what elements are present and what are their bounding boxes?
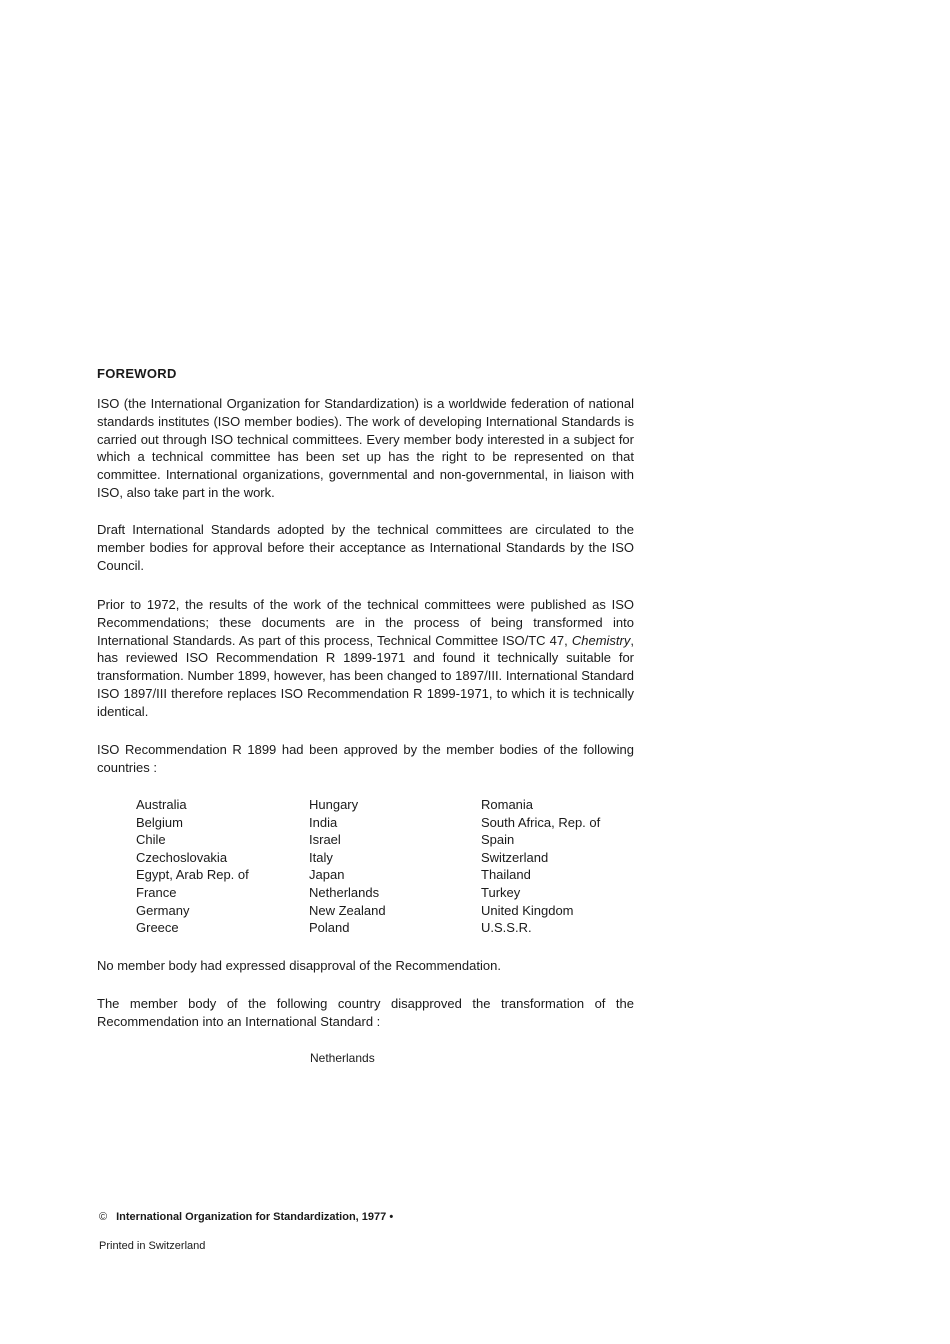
country-item: Poland xyxy=(309,920,350,936)
paragraph-3-text-end: , has reviewed ISO Recommendation R 1899-1971 and found it technically suitable for transformation. Number 1899, however, has been changed to 1897/III. International Standard ISO 1897/III therefore replaces ISO Recommendation R 1899-1971, to which it is technically identical. xyxy=(97,632,634,719)
countries-column-2 xyxy=(309,796,386,937)
country-item: Chile xyxy=(136,832,166,848)
country-item: South Africa, Rep. of xyxy=(481,814,601,830)
country-item: Netherlands xyxy=(309,884,380,900)
country-item: New Zealand xyxy=(309,902,386,918)
country-item: Switzerland xyxy=(481,849,549,865)
country-item: Turkey xyxy=(481,884,521,900)
countries-column-3 xyxy=(481,796,600,937)
country-item: Greece xyxy=(136,920,179,936)
page-title: FOREWORD xyxy=(97,366,177,381)
foreword-paragraph-6: The member body of the following country disapproved the transformation of the Recommendation into an International Standard : xyxy=(97,996,634,1029)
country-item: Israel xyxy=(309,832,341,848)
country-item: United Kingdom xyxy=(481,902,574,918)
paragraph-3-text-start: Prior to 1972, the results of the work of the technical committees were published as ISO Recommendations; these documents are in the process of being transformed into International Standards. As part of this process, Technical Committee ISO/TC 47, xyxy=(97,597,634,648)
countries-column-1 xyxy=(136,796,249,937)
country-item: Spain xyxy=(481,832,515,848)
country-item: Italy xyxy=(309,849,333,865)
printed-location: Printed in Switzerland xyxy=(99,1240,206,1252)
copyright-icon: © xyxy=(99,1211,108,1223)
copyright-line xyxy=(99,1211,393,1223)
country-item: Thailand xyxy=(481,867,531,883)
foreword-paragraph-3 xyxy=(97,596,634,721)
foreword-paragraph-5: No member body had expressed disapproval of the Recommendation. xyxy=(97,958,501,973)
country-item: Japan xyxy=(309,867,345,883)
country-item: Czechoslovakia xyxy=(136,849,228,865)
country-item: Belgium xyxy=(136,814,183,830)
copyright-text: International Organization for Standardization, 1977 • xyxy=(116,1211,394,1223)
country-item: France xyxy=(136,884,177,900)
country-item: India xyxy=(309,814,338,830)
foreword-paragraph-2: Draft International Standards adopted by the technical committees are circulated to the member bodies for approval before their acceptance as International Standards by the ISO Council. xyxy=(97,522,634,573)
committee-title: Chemistry xyxy=(571,632,631,648)
disapproving-country: Netherlands xyxy=(310,1051,375,1065)
country-item: Germany xyxy=(136,902,190,918)
country-item: Australia xyxy=(136,797,187,812)
country-item: U.S.S.R. xyxy=(481,920,532,936)
country-item: Hungary xyxy=(309,797,359,812)
foreword-paragraph-4: ISO Recommendation R 1899 had been approved by the member bodies of the following countries : xyxy=(97,742,634,775)
country-item: Egypt, Arab Rep. of xyxy=(136,867,249,883)
country-item: Romania xyxy=(481,797,534,812)
foreword-paragraph-1: ISO (the International Organization for Standardization) is a worldwide federation of national standards institutes (ISO member bodies). The work of developing International Standards is carried out through ISO technical committees. Every member body interested in a subject for which a technical committee has been set up has the right to be represented on that committee. International organizations, governmental and non-governmental, in liaison with ISO, also take part in the work. xyxy=(97,396,634,500)
